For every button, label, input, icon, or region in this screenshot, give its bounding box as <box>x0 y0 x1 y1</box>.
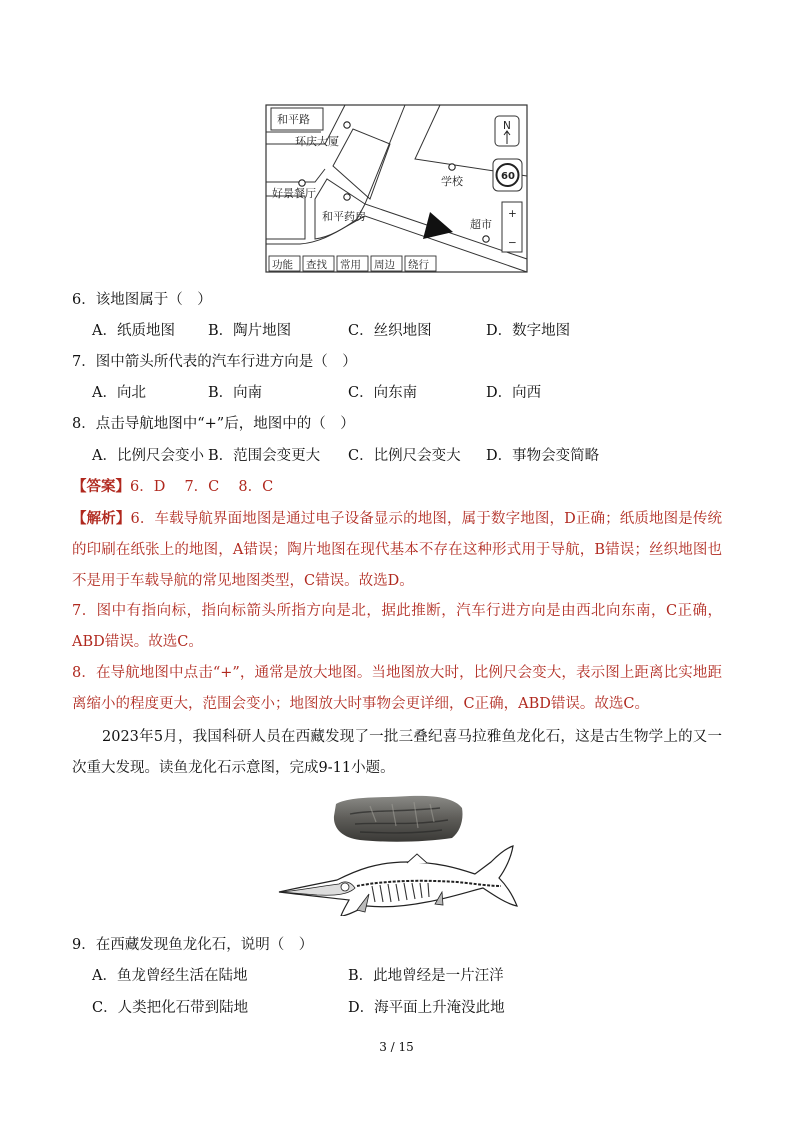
map-label-school: 学校 <box>441 175 463 188</box>
question-6-stem: 6．该地图属于（ ） <box>72 292 212 308</box>
answer-tag: 【答案】 <box>72 478 130 495</box>
map-button-detour[interactable]: 绕行 <box>408 259 429 271</box>
q7-option-b: B．向南 <box>208 385 263 401</box>
page-number: 3 / 15 <box>379 1040 414 1054</box>
map-button-common[interactable]: 常用 <box>340 259 361 271</box>
q9-option-a: A．鱼龙曾经生活在陆地 <box>92 968 248 984</box>
question-9-stem: 9．在西藏发现鱼龙化石，说明（ ） <box>72 937 314 953</box>
zoom-out-button[interactable]: − <box>508 237 517 249</box>
q9-option-d: D．海平面上升淹没此地 <box>348 1000 505 1016</box>
zoom-in-button[interactable]: + <box>508 208 517 220</box>
analysis-q7: 7．图中有指向标，指向标箭头所指方向是北，据此推断，汽车行进方向是由西北向东南，C正确，ABD错误。故选C。 <box>72 603 722 650</box>
answer-text: 6．D 7．C 8．C <box>130 479 274 495</box>
map-toolbar <box>269 256 436 271</box>
question-8-stem: 8．点击导航地图中“+”后，地图中的（ ） <box>72 416 355 432</box>
q6-option-b: B．陶片地图 <box>208 323 292 339</box>
navigation-map-figure <box>265 104 529 274</box>
q6-option-a: A．纸质地图 <box>92 323 175 339</box>
analysis-tag: 【解析】 <box>72 510 131 527</box>
answer-line <box>72 477 273 497</box>
q8-option-a: A．比例尺会变小 <box>92 448 204 464</box>
map-label-heping-pharmacy: 和平药房 <box>322 210 366 223</box>
q6-option-d: D．数字地图 <box>486 323 571 339</box>
analysis-q8: 8．在导航地图中点击“+”，通常是放大地图。当地图放大时，比例尺会变大，表示图上距离比实地距离缩小的程度更大，范围会变小；地图放大时事物会更详细，C正确，ABD错误。故选C。 <box>72 665 722 712</box>
q7-option-d: D．向西 <box>486 385 542 401</box>
q8-option-b: B．范围会变更大 <box>208 448 321 464</box>
north-label: N <box>503 120 511 132</box>
ichthyosaur-fossil-photo <box>330 792 465 844</box>
map-button-nearby[interactable]: 周边 <box>374 259 395 271</box>
analysis-q6-text: 6．车载导航界面地图是通过电子设备显示的地图，属于数字地图，D正确；纸质地图是传统的印刷在纸张上的地图，A错误；陶片地图在现代基本不存在这种形式用于导航，B错误；丝织地图也不是用于车载导航的常见地图类型，C错误。故选D。 <box>72 511 722 589</box>
map-label-haojing: 好景餐厅 <box>272 187 316 200</box>
map-label-huanqing: 环庆大厦 <box>295 135 339 148</box>
map-label-supermarket: 超市 <box>470 218 492 231</box>
q6-option-c: C．丝织地图 <box>348 323 432 339</box>
map-button-function[interactable]: 功能 <box>272 259 293 271</box>
speed-limit-sign: 60 <box>501 171 515 182</box>
q7-option-c: C．向东南 <box>348 385 418 401</box>
question-7-stem: 7．图中箭头所代表的汽车行进方向是（ ） <box>72 354 357 370</box>
ichthyosaur-skeleton-diagram <box>277 840 521 916</box>
q9-option-b: B．此地曾经是一片汪洋 <box>348 968 504 984</box>
analysis-q6 <box>72 503 722 597</box>
map-label-heping-road: 和平路 <box>277 113 310 126</box>
q8-option-d: D．事物会变简略 <box>486 448 600 464</box>
q9-option-c: C．人类把化石带到陆地 <box>92 1000 249 1016</box>
fossil-intro: 2023年5月，我国科研人员在西藏发现了一批三叠纪喜马拉雅鱼龙化石，这是古生物学上的又一次重大发现。读鱼龙化石示意图，完成9-11小题。 <box>72 729 722 776</box>
q7-option-a: A．向北 <box>92 385 146 401</box>
map-button-search[interactable]: 查找 <box>306 259 327 271</box>
q8-option-c: C．比例尺会变大 <box>348 448 461 464</box>
